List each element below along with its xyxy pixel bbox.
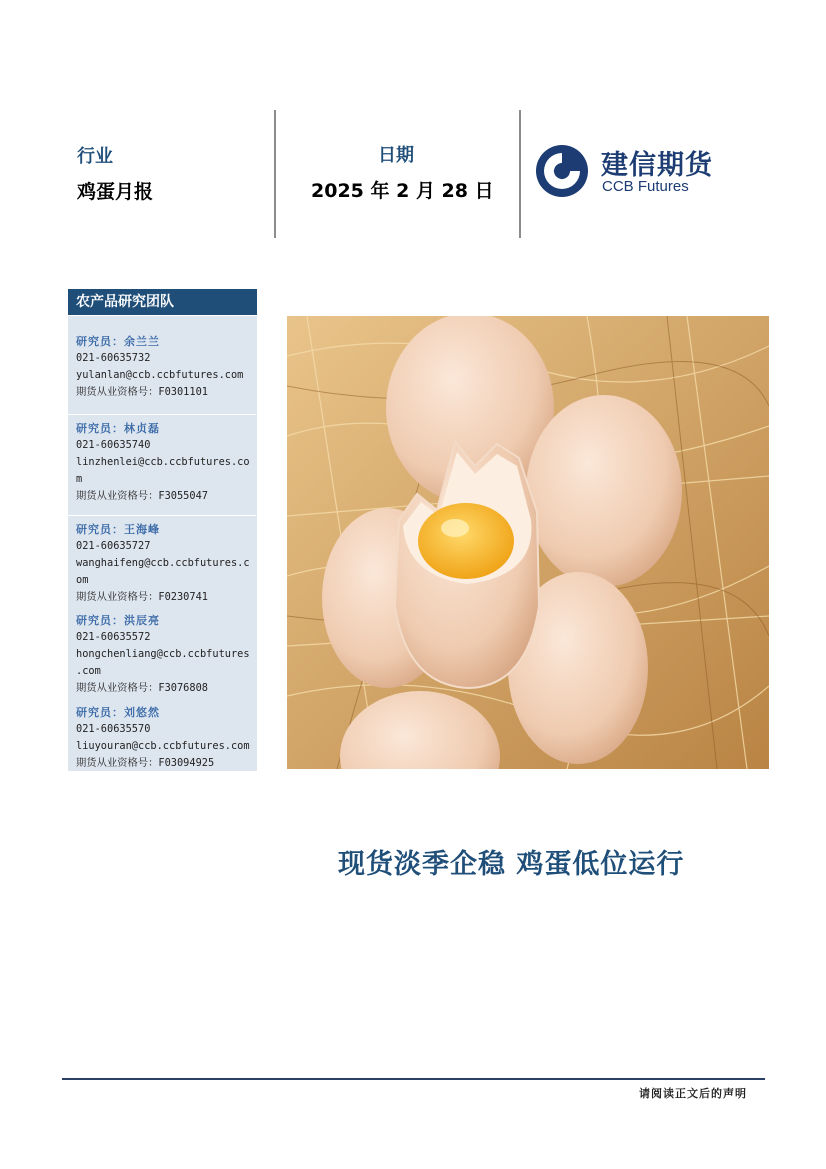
sidebar-title: 农产品研究团队 [68,289,257,315]
logo-name-cn: 建信期货 [601,150,713,181]
date-label: 日期 [378,145,414,166]
header-divider [519,110,521,238]
industry-label: 行业 [77,146,113,167]
researcher-name: 研究员：洪辰亮 [76,614,160,627]
footer-rule [62,1078,765,1080]
researcher-phone: 021-60635727 [76,540,151,552]
researcher-card [76,613,254,697]
researcher-phone: 021-60635740 [76,439,151,451]
researcher-name: 研究员：刘悠然 [76,706,160,719]
researcher-card [76,522,254,606]
researcher-email: wanghaifeng@ccb.ccbfutures.c [76,557,250,569]
researcher-phone: 021-60635570 [76,723,151,735]
report-title: 现货淡季企稳 鸡蛋低位运行 [338,849,685,880]
researcher-panel [68,316,257,771]
researcher-email: hongchenliang@ccb.ccbfutures [76,648,250,660]
researcher-license: 期货从业资格号：F0230741 [76,591,208,603]
researcher-phone: 021-60635572 [76,631,151,643]
researcher-email: yulanlan@ccb.ccbfutures.com [76,369,244,381]
researcher-name: 研究员：林贞磊 [76,422,160,435]
researcher-email-cont: om [76,574,89,586]
researcher-email: liuyouran@ccb.ccbfutures.com [76,740,250,752]
cover-photo-eggs [287,316,769,769]
researcher-divider [68,515,256,516]
researcher-card [76,334,254,401]
researcher-email: linzhenlei@ccb.ccbfutures.co [76,456,250,468]
header-divider [274,110,276,238]
researcher-license: 期货从业资格号：F3055047 [76,490,208,502]
researcher-email-cont: .com [76,665,101,677]
industry-value: 鸡蛋月报 [77,181,154,203]
researcher-phone: 021-60635732 [76,352,151,364]
ccb-logo-icon [534,144,590,198]
researcher-license: 期货从业资格号：F03094925 [76,757,215,769]
researcher-card [76,421,254,505]
logo-name-en: CCB Futures [602,178,689,195]
date-value: 2025 年 2 月 28 日 [311,180,494,202]
researcher-divider [68,414,256,415]
footer-disclaimer: 请阅读正文后的声明 [639,1087,747,1100]
researcher-license: 期货从业资格号：F3076808 [76,682,208,694]
researcher-email-cont: m [76,473,83,485]
researcher-license: 期货从业资格号：F0301101 [76,386,208,398]
researcher-name: 研究员：余兰兰 [76,335,160,348]
researcher-name: 研究员：王海峰 [76,523,160,536]
researcher-card [76,705,254,772]
